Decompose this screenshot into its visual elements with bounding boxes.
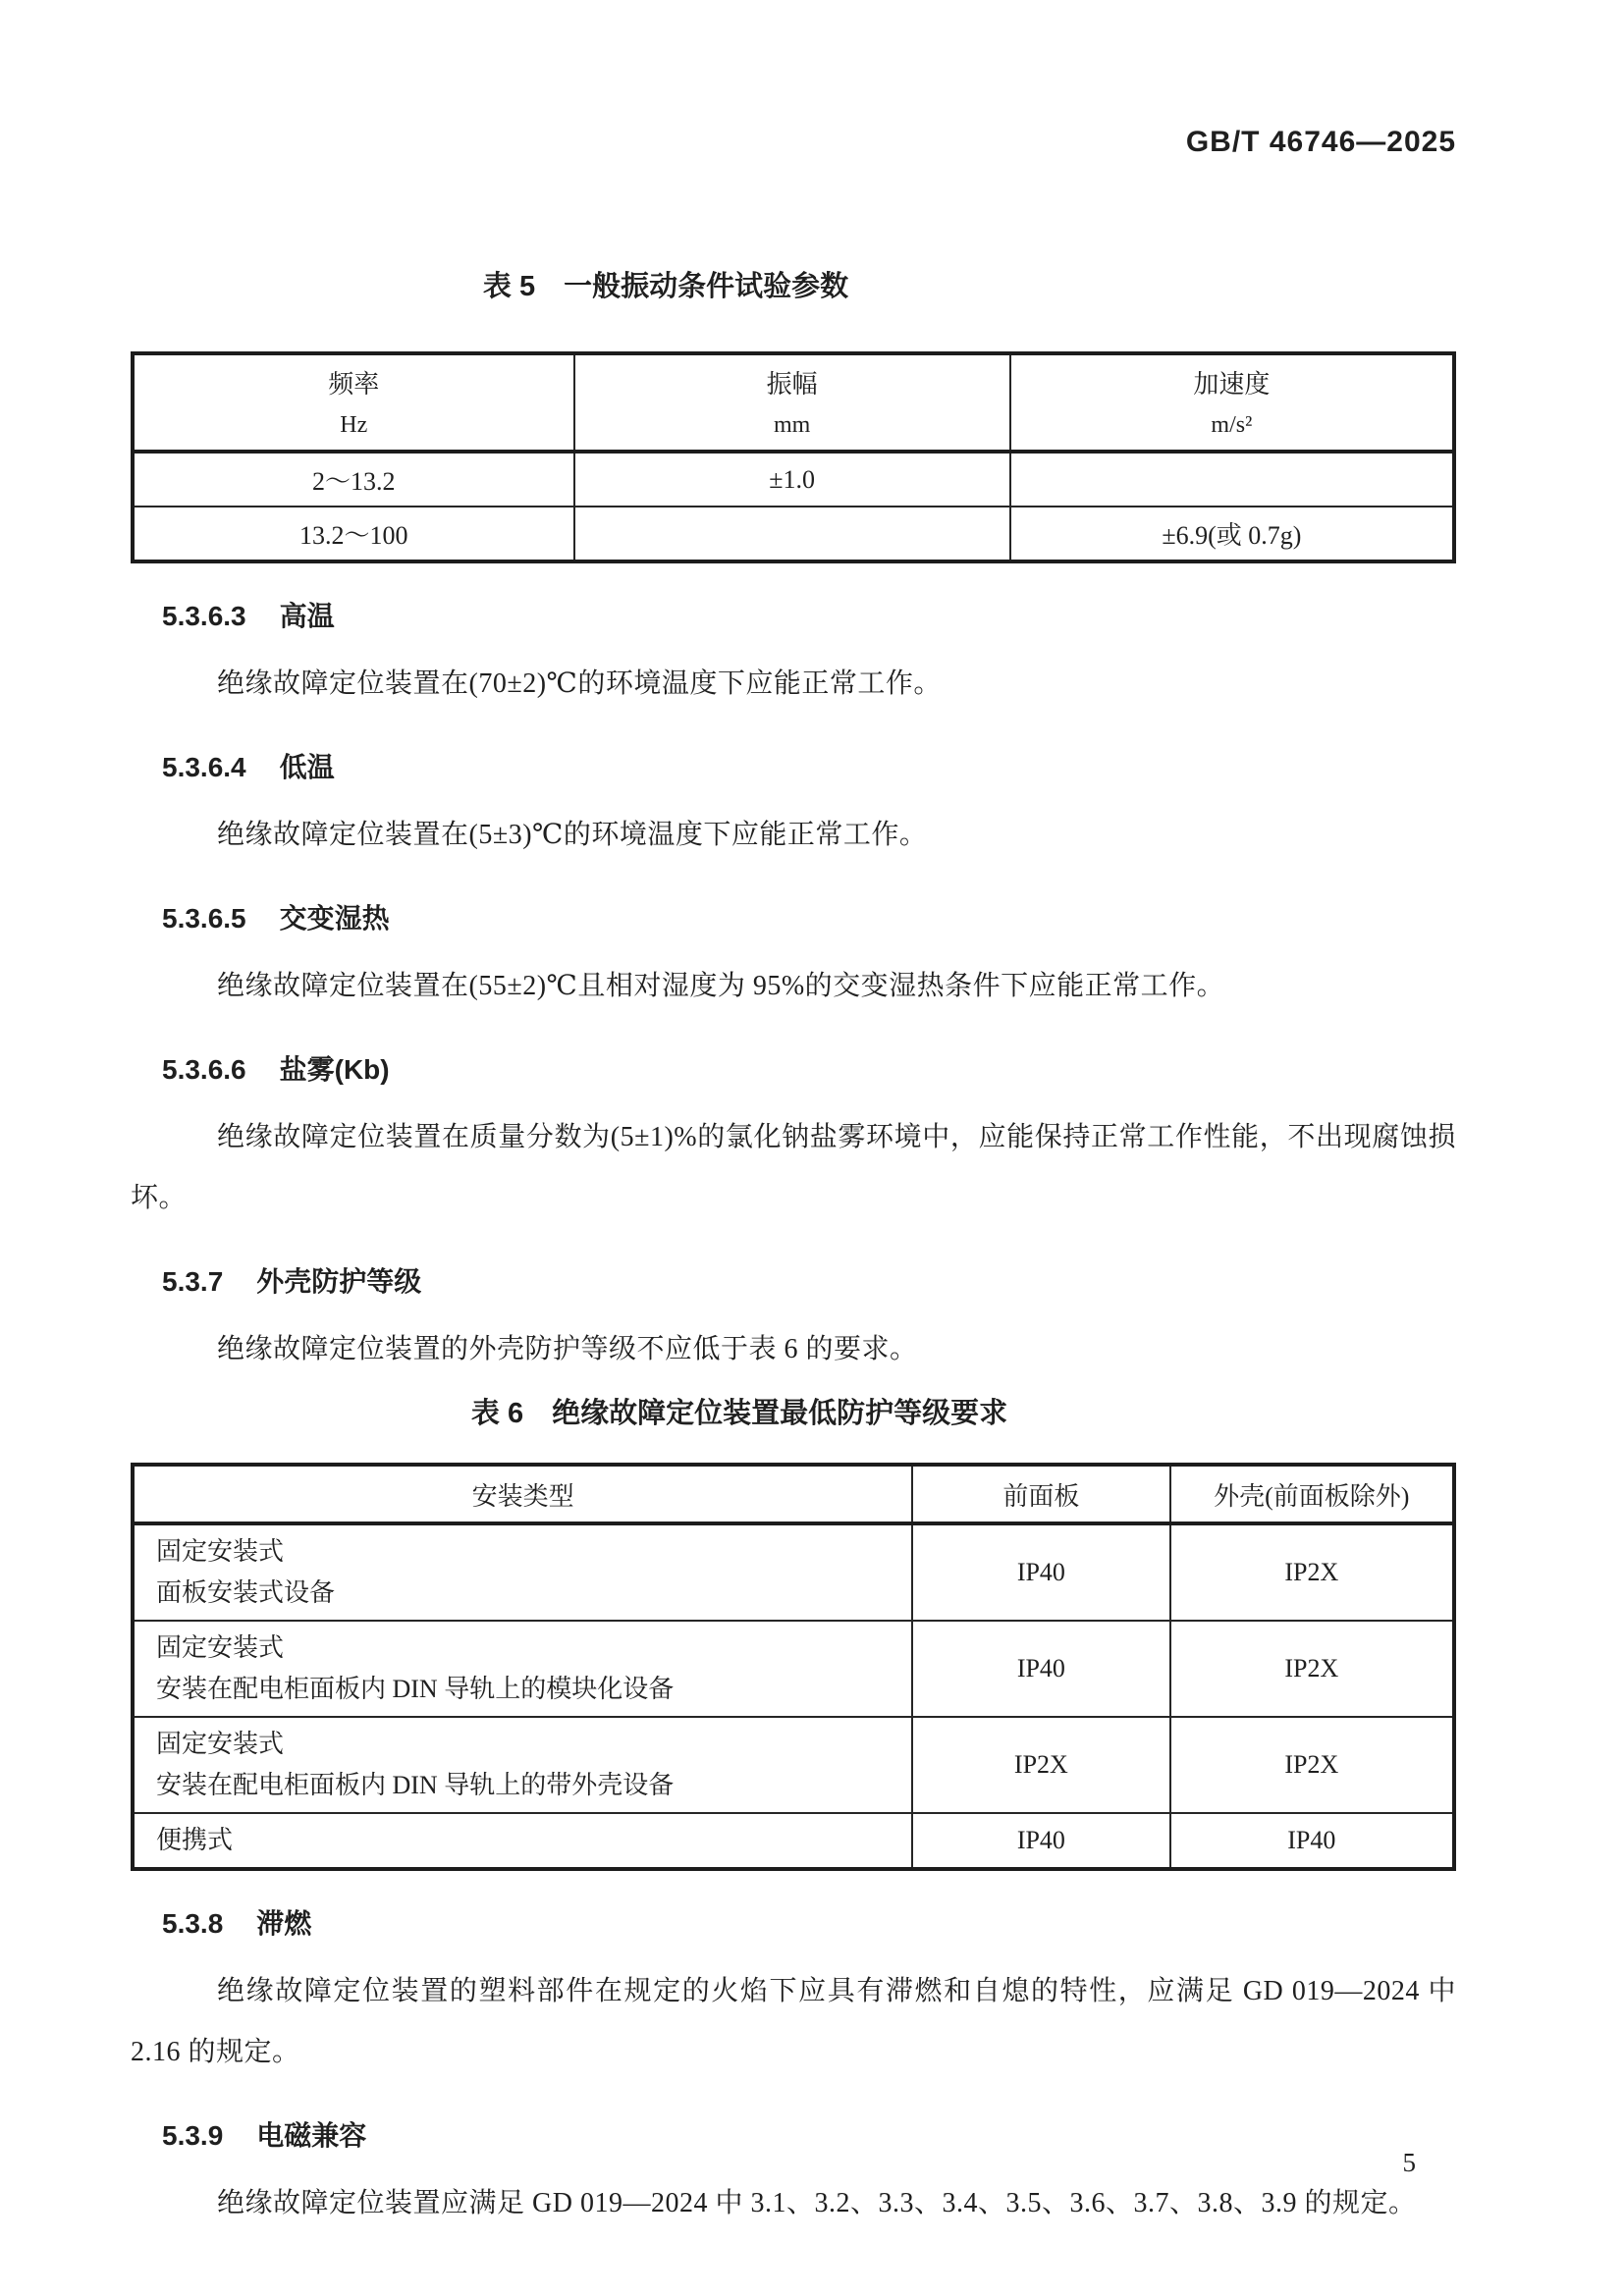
section-title: 低温	[279, 752, 335, 782]
table6-row	[133, 1813, 1454, 1869]
section-number: 5.3.9	[162, 2120, 224, 2151]
table6-header-install-type: 安装类型	[133, 1465, 912, 1523]
table-cell-front-panel: IP2X	[912, 1717, 1169, 1813]
table6-caption: 表 6 绝缘故障定位装置最低防护等级要求	[470, 1398, 1008, 1429]
install-type-line: 安装在配电柜面板内 DIN 导轨上的带外壳设备	[156, 1771, 675, 1799]
section-heading-5-3-9	[162, 2118, 1456, 2154]
section-number: 5.3.6.5	[162, 903, 246, 934]
table-cell-frequency: 13.2～100	[133, 507, 574, 561]
install-type-line: 安装在配电柜面板内 DIN 导轨上的模块化设备	[156, 1675, 675, 1703]
install-type-line: 固定安装式	[156, 1633, 285, 1662]
column-unit: Hz	[340, 412, 368, 438]
section-number: 5.3.8	[162, 1908, 224, 1939]
section-paragraph: 绝缘故障定位装置在(55±2)℃且相对湿度为 95%的交变湿热条件下应能正常工作。	[217, 971, 1225, 1001]
section-heading-5-3-6-4	[162, 750, 1456, 785]
table-cell-install-type	[133, 1621, 912, 1717]
section-paragraph: 绝缘故障定位装置的外壳防护等级不应低于表 6 的要求。	[217, 1334, 918, 1364]
table5-caption: 表 5 一般振动条件试验参数	[482, 271, 849, 302]
install-type-line: 固定安装式	[156, 1537, 285, 1566]
table-cell-enclosure: IP2X	[1170, 1523, 1454, 1621]
table5-vibration-parameters	[131, 351, 1456, 563]
column-name: 振幅	[766, 370, 818, 399]
table5-header-frequency	[133, 353, 574, 452]
section-number: 5.3.6.6	[162, 1054, 246, 1085]
table6-row	[133, 1523, 1454, 1621]
table-cell-enclosure: IP2X	[1170, 1717, 1454, 1813]
table-cell-install-type	[133, 1717, 912, 1813]
column-unit: m/s²	[1211, 412, 1253, 438]
table-cell-install-type	[133, 1813, 912, 1869]
table-cell-amplitude	[574, 507, 1010, 561]
install-type-line: 固定安装式	[156, 1730, 285, 1758]
table-cell-install-type	[133, 1523, 912, 1621]
table-cell-frequency: 2～13.2	[133, 452, 574, 507]
section-paragraph: 绝缘故障定位装置在质量分数为(5±1)%的氯化钠盐雾环境中，应能保持正常工作性能，不出现腐蚀损坏。	[131, 1122, 1456, 1213]
table-cell-amplitude: ±1.0	[574, 452, 1010, 507]
section-paragraph: 绝缘故障定位装置的塑料部件在规定的火焰下应具有滞燃和自熄的特性，应满足 GD 019—2024 中 2.16 的规定。	[131, 1976, 1456, 2067]
section-title: 电磁兼容	[256, 2120, 367, 2151]
table6-row	[133, 1621, 1454, 1717]
table5-header-amplitude	[574, 353, 1010, 452]
table6-row	[133, 1717, 1454, 1813]
column-name: 加速度	[1193, 370, 1271, 399]
section-paragraph: 绝缘故障定位装置在(70±2)℃的环境温度下应能正常工作。	[217, 668, 942, 699]
section-title: 外壳防护等级	[256, 1266, 422, 1297]
install-type-line: 面板安装式设备	[156, 1578, 336, 1607]
install-type-line: 便携式	[156, 1826, 234, 1854]
table5-header-acceleration	[1010, 353, 1454, 452]
column-unit: mm	[773, 412, 811, 438]
table-cell-enclosure: IP2X	[1170, 1621, 1454, 1717]
section-heading-5-3-6-5	[162, 901, 1456, 936]
section-heading-5-3-8	[162, 1906, 1456, 1942]
section-number: 5.3.6.3	[162, 601, 246, 631]
table-cell-acceleration	[1010, 452, 1454, 507]
section-title: 盐雾(Kb)	[279, 1054, 390, 1085]
column-name: 频率	[328, 370, 380, 399]
table-cell-acceleration: ±6.9(或 0.7g)	[1010, 507, 1454, 561]
table-cell-front-panel: IP40	[912, 1813, 1169, 1869]
section-paragraph: 绝缘故障定位装置在(5±3)℃的环境温度下应能正常工作。	[217, 820, 928, 850]
table-cell-front-panel: IP40	[912, 1621, 1169, 1717]
section-title: 滞燃	[256, 1908, 312, 1939]
section-number: 5.3.7	[162, 1266, 224, 1297]
table-cell-front-panel: IP40	[912, 1523, 1169, 1621]
section-title: 交变湿热	[279, 903, 390, 934]
table5-row	[133, 507, 1454, 561]
table5-row	[133, 452, 1454, 507]
section-heading-5-3-6-3	[162, 599, 1456, 634]
section-paragraph: 绝缘故障定位装置应满足 GD 019—2024 中 3.1、3.2、3.3、3.4、3.5、3.6、3.7、3.8、3.9 的规定。	[217, 2188, 1417, 2218]
section-number: 5.3.6.4	[162, 752, 246, 782]
table6-protection-ratings	[131, 1463, 1456, 1871]
table6-header-enclosure: 外壳(前面板除外)	[1170, 1465, 1454, 1523]
section-heading-5-3-6-6	[162, 1052, 1456, 1088]
page-number: 5	[1402, 2148, 1416, 2177]
standard-number: GB/T 46746—2025	[1185, 126, 1456, 158]
section-title: 高温	[279, 601, 335, 631]
table6-header-front-panel: 前面板	[912, 1465, 1169, 1523]
table5-header-row	[133, 353, 1454, 452]
section-heading-5-3-7	[162, 1264, 1456, 1300]
table6-header-row	[133, 1465, 1454, 1523]
table-cell-enclosure: IP40	[1170, 1813, 1454, 1869]
